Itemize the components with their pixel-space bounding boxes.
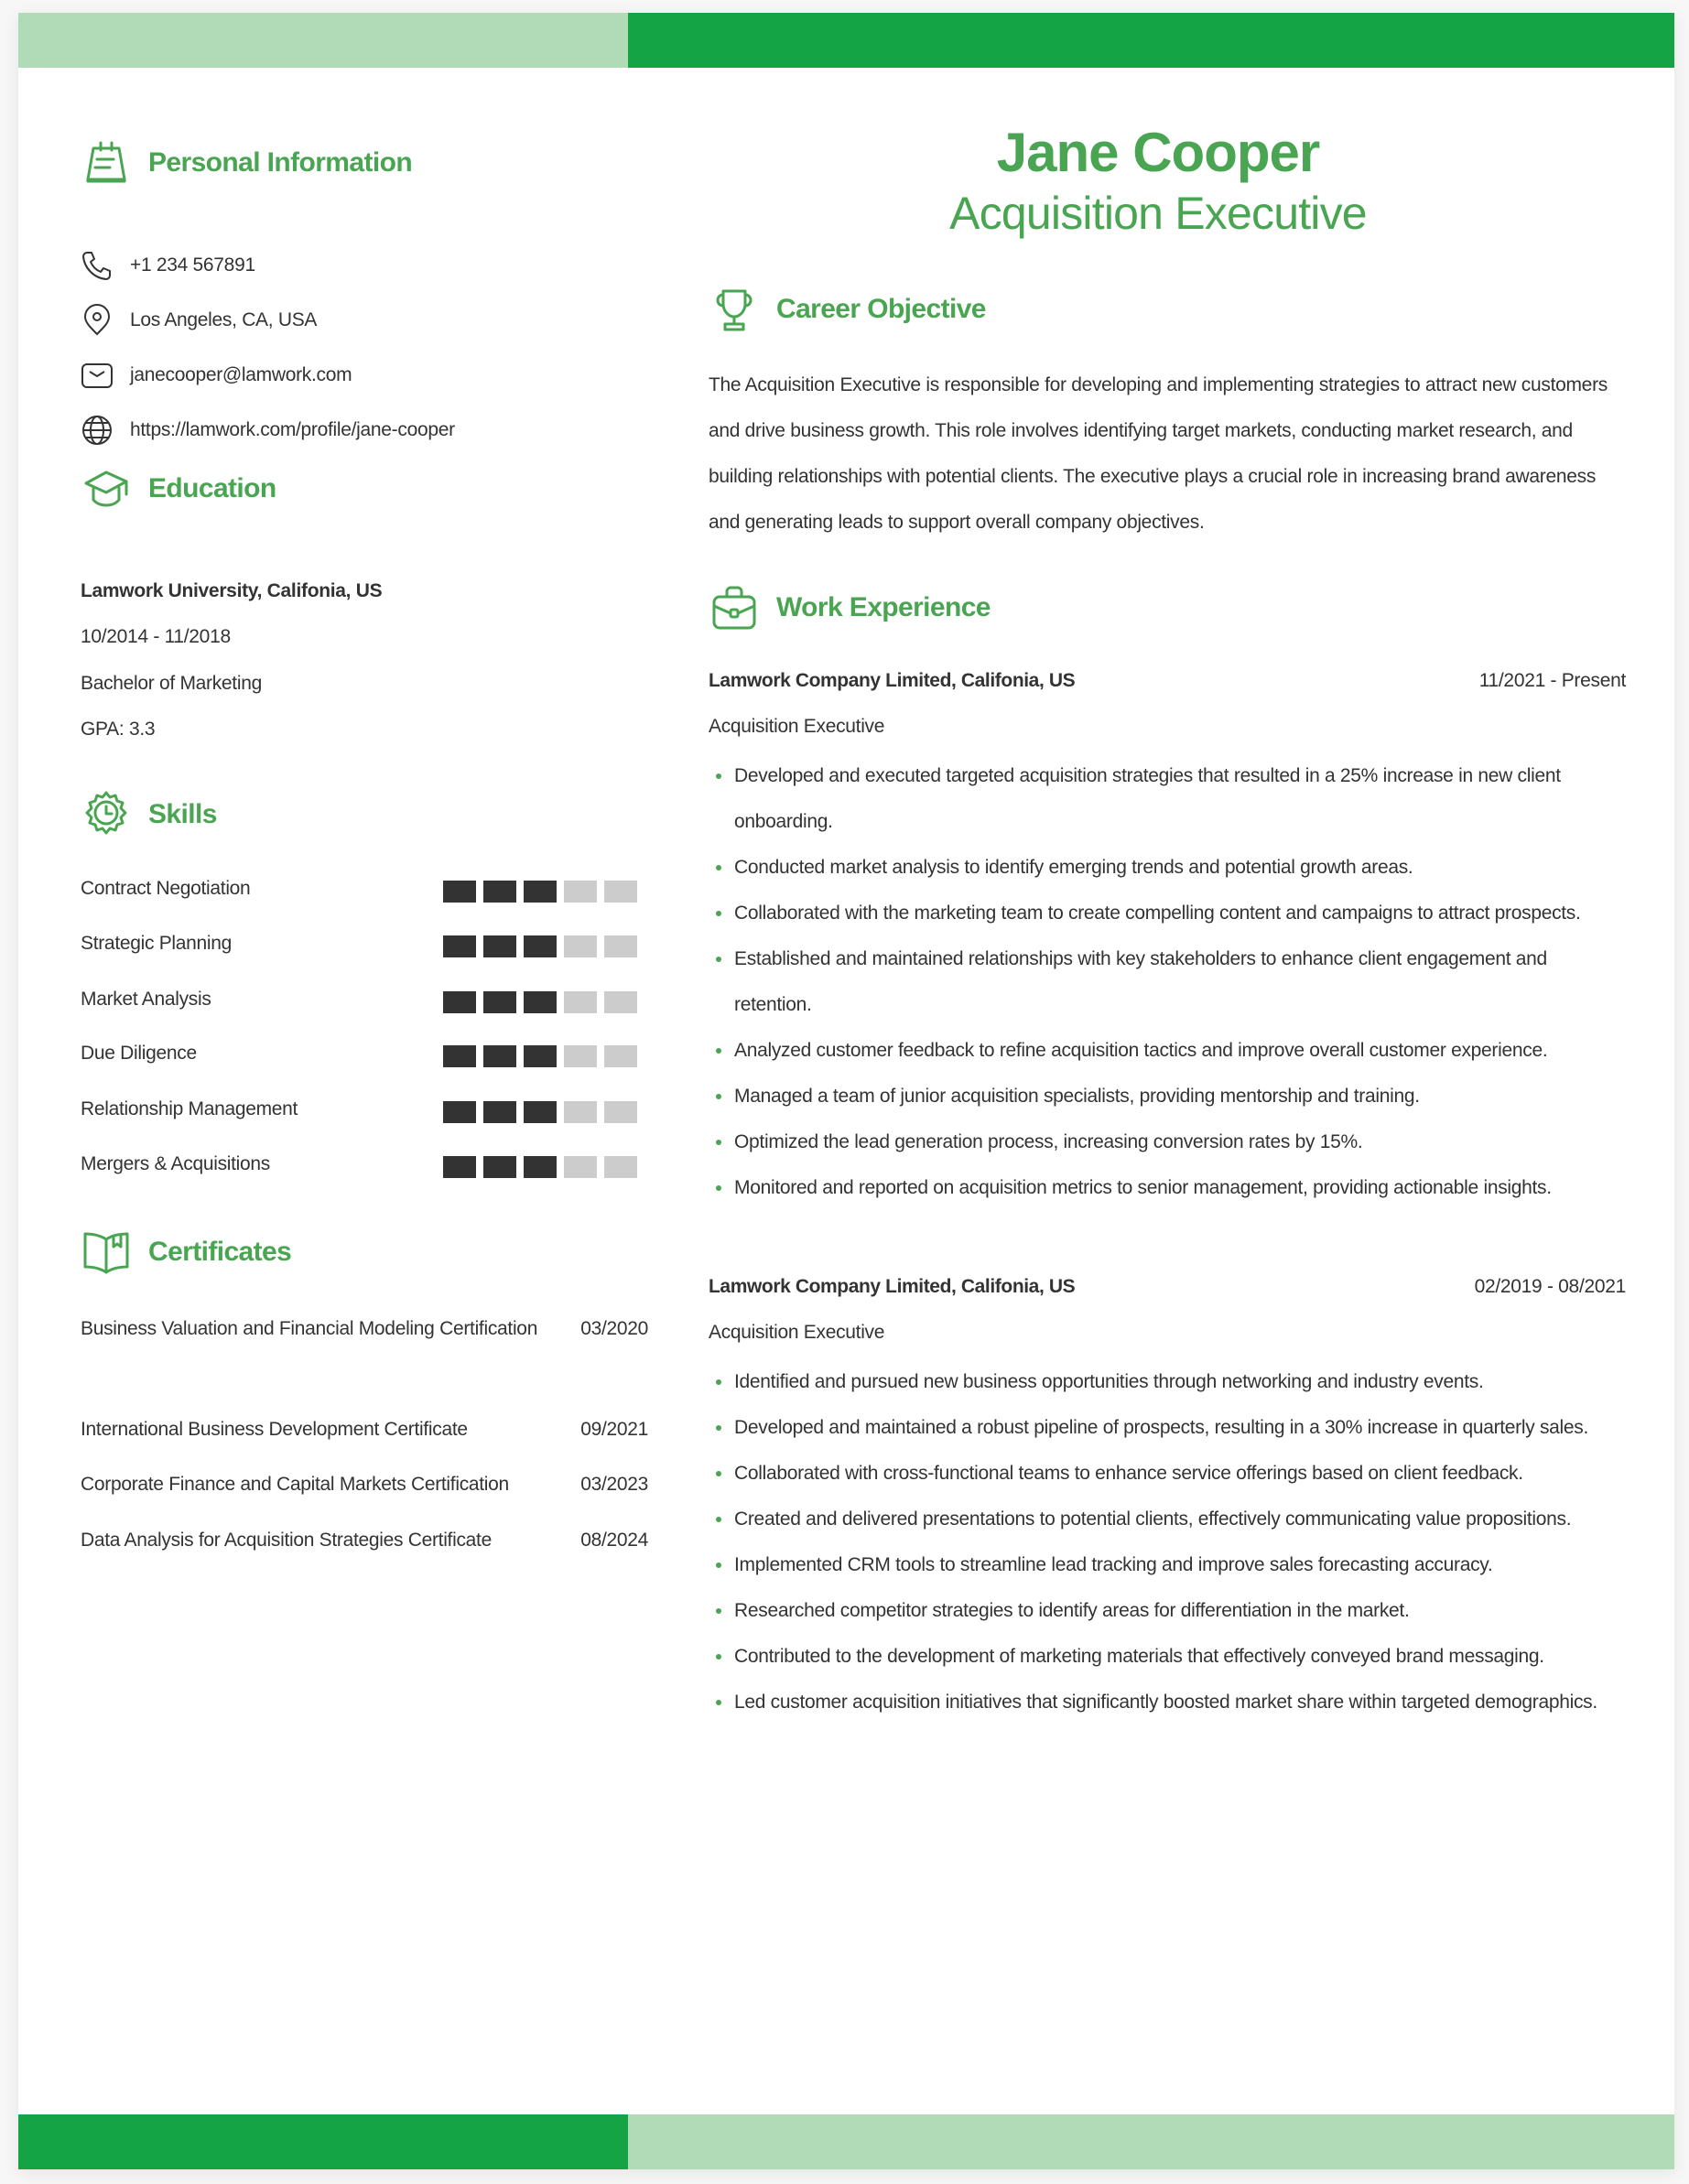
skill-level-block <box>604 1101 637 1123</box>
skill-level-block <box>604 991 637 1013</box>
certificate-date: 03/2020 <box>580 1318 648 1339</box>
skill-row <box>81 928 648 965</box>
skill-level-block <box>524 935 557 957</box>
skill-row <box>81 1149 648 1185</box>
certificate-date: 09/2021 <box>580 1419 648 1440</box>
skill-level-block <box>443 1045 476 1067</box>
bullet-item: Created and delivered presentations to potential clients, effectively communicating value propositions. <box>709 1497 1626 1542</box>
skill-level-block <box>604 1156 637 1178</box>
certificate-row <box>81 1518 648 1563</box>
candidate-title: Acquisition Executive <box>949 188 1367 239</box>
job-dates: 11/2021 - Present <box>1478 670 1626 691</box>
skill-level-block <box>524 881 557 903</box>
section-career-objective <box>709 282 986 337</box>
skill-level-block <box>443 881 476 903</box>
skill-level-block <box>564 991 597 1013</box>
section-education <box>81 461 276 516</box>
bullet-item: Established and maintained relationships with key stakeholders to enhance client engagement and retention. <box>709 936 1626 1028</box>
bullet-item: Contributed to the development of marketing materials that effectively conveyed brand messaging. <box>709 1634 1626 1680</box>
gear-clock-icon <box>81 789 132 840</box>
bullet-item: Managed a team of junior acquisition specialists, providing mentorship and training. <box>709 1074 1626 1119</box>
section-title: Skills <box>148 799 217 829</box>
contact-email[interactable] <box>81 357 352 394</box>
career-objective-text: The Acquisition Executive is responsible for developing and implementing strategies to attract new customers and drive business growth. This role involves identifying target markets, conducting market research, and building relationships with potential clients. The executive plays a crucial role in increasing brand awareness and generating leads to support overall company objectives. <box>709 374 1608 533</box>
skill-level-meter <box>443 1156 637 1178</box>
top-bar-dark <box>628 13 1674 68</box>
skill-level-block <box>564 935 597 957</box>
phone-icon <box>81 249 114 282</box>
job-role: Acquisition Executive <box>709 716 885 737</box>
section-title: Personal Information <box>148 147 413 178</box>
job-company: Lamwork Company Limited, Califonia, US <box>709 1276 1076 1297</box>
skill-name: Contract Negotiation <box>81 878 251 899</box>
briefcase-icon <box>709 582 760 633</box>
skill-name: Due Diligence <box>81 1043 197 1064</box>
job-header <box>709 670 1626 697</box>
skill-level-block <box>483 1045 516 1067</box>
skill-level-block <box>564 1156 597 1178</box>
certificate-name: Data Analysis for Acquisition Strategies Certificate <box>81 1530 492 1551</box>
globe-icon <box>81 414 114 447</box>
skill-level-meter <box>443 881 637 903</box>
skill-level-block <box>443 935 476 957</box>
bottom-bar-dark <box>18 2114 628 2169</box>
section-work-experience <box>709 580 991 635</box>
skill-level-block <box>524 1156 557 1178</box>
certificate-name: Business Valuation and Financial Modeling Certification <box>81 1318 538 1339</box>
skill-row <box>81 1038 648 1075</box>
website-link[interactable]: https://lamwork.com/profile/jane-cooper <box>130 419 455 440</box>
bullet-item: Collaborated with the marketing team to create compelling content and campaigns to attract prospects. <box>709 891 1626 936</box>
job-company: Lamwork Company Limited, Califonia, US <box>709 670 1076 691</box>
mail-icon <box>81 359 114 392</box>
bullet-item: Monitored and reported on acquisition metrics to senior management, providing actionable insights. <box>709 1165 1626 1211</box>
skill-level-block <box>483 881 516 903</box>
bottom-bar-light <box>628 2114 1674 2169</box>
location-pin-icon <box>81 304 114 337</box>
bullet-item: Developed and executed targeted acquisition strategies that resulted in a 25% increase in new client onboarding. <box>709 753 1626 845</box>
bullet-item: Optimized the lead generation process, increasing conversion rates by 15%. <box>709 1119 1626 1165</box>
certificate-row <box>81 1407 648 1453</box>
skill-level-block <box>564 1101 597 1123</box>
education-gpa: GPA: 3.3 <box>81 719 156 740</box>
skill-level-meter <box>443 935 637 957</box>
skill-name: Mergers & Acquisitions <box>81 1153 270 1174</box>
bullet-item: Conducted market analysis to identify emerging trends and potential growth areas. <box>709 845 1626 891</box>
bullet-item: Identified and pursued new business opportunities through networking and industry events. <box>709 1359 1626 1405</box>
skill-row <box>81 1094 648 1130</box>
skill-level-block <box>564 1045 597 1067</box>
bullet-item: Researched competitor strategies to identify areas for differentiation in the market. <box>709 1588 1626 1634</box>
skill-level-block <box>443 1156 476 1178</box>
skill-level-meter <box>443 1101 637 1123</box>
section-title: Certificates <box>148 1237 292 1267</box>
skill-level-meter <box>443 991 637 1013</box>
section-certificates <box>81 1225 291 1280</box>
section-skills <box>81 787 217 842</box>
skill-row <box>81 984 648 1021</box>
contact-location <box>81 302 317 339</box>
skill-name: Market Analysis <box>81 989 211 1010</box>
location-text: Los Angeles, CA, USA <box>130 309 318 330</box>
email-link[interactable]: janecooper@lamwork.com <box>130 364 352 385</box>
certificate-date: 03/2023 <box>580 1474 648 1495</box>
section-title: Career Objective <box>776 294 986 324</box>
job-bullets <box>709 753 1626 1211</box>
skill-level-block <box>524 1101 557 1123</box>
trophy-icon <box>709 284 760 335</box>
education-school: Lamwork University, Califonia, US <box>81 580 383 601</box>
certificate-row <box>81 1306 648 1352</box>
section-personal-information <box>81 135 412 190</box>
skill-level-block <box>564 881 597 903</box>
certificate-row <box>81 1462 648 1508</box>
skill-level-block <box>604 1045 637 1067</box>
job-header <box>709 1276 1626 1303</box>
certificate-name: Corporate Finance and Capital Markets Certification <box>81 1474 509 1495</box>
skill-name: Strategic Planning <box>81 933 233 954</box>
skill-row <box>81 873 648 910</box>
candidate-name: Jane Cooper <box>996 122 1320 183</box>
bullet-item: Collaborated with cross-functional teams to enhance service offerings based on client feedback. <box>709 1451 1626 1497</box>
education-dates: 10/2014 - 11/2018 <box>81 626 231 647</box>
top-bar-light <box>18 13 628 68</box>
contact-phone <box>81 247 255 284</box>
bullet-item: Developed and maintained a robust pipeline of prospects, resulting in a 30% increase in quarterly sales. <box>709 1405 1626 1451</box>
certificate-name: International Business Development Certificate <box>81 1419 468 1440</box>
bullet-item: Led customer acquisition initiatives that significantly boosted market share within targeted demographics. <box>709 1680 1626 1725</box>
job-bullets <box>709 1359 1626 1725</box>
skill-level-meter <box>443 1045 637 1067</box>
skill-level-block <box>443 1101 476 1123</box>
section-title: Work Experience <box>776 592 991 622</box>
bullet-item: Analyzed customer feedback to refine acquisition tactics and improve overall customer experience. <box>709 1028 1626 1074</box>
phone-text: +1 234 567891 <box>130 254 255 276</box>
resume-page <box>18 13 1674 2169</box>
skill-level-block <box>483 991 516 1013</box>
skill-name: Relationship Management <box>81 1098 298 1119</box>
skill-level-block <box>443 991 476 1013</box>
skill-level-block <box>483 935 516 957</box>
job-dates: 02/2019 - 08/2021 <box>1474 1276 1626 1297</box>
job-role: Acquisition Executive <box>709 1322 885 1343</box>
certificate-date: 08/2024 <box>580 1530 648 1551</box>
skill-level-block <box>524 991 557 1013</box>
contact-website[interactable] <box>81 412 455 449</box>
education-degree: Bachelor of Marketing <box>81 673 262 694</box>
open-book-icon <box>81 1227 132 1278</box>
section-title: Education <box>148 473 276 503</box>
skill-level-block <box>483 1101 516 1123</box>
skill-level-block <box>483 1156 516 1178</box>
bullet-item: Implemented CRM tools to streamline lead tracking and improve sales forecasting accuracy. <box>709 1542 1626 1588</box>
skill-level-block <box>524 1045 557 1067</box>
skill-level-block <box>604 881 637 903</box>
graduation-cap-icon <box>81 463 132 514</box>
skill-level-block <box>604 935 637 957</box>
notepad-icon <box>81 137 132 189</box>
